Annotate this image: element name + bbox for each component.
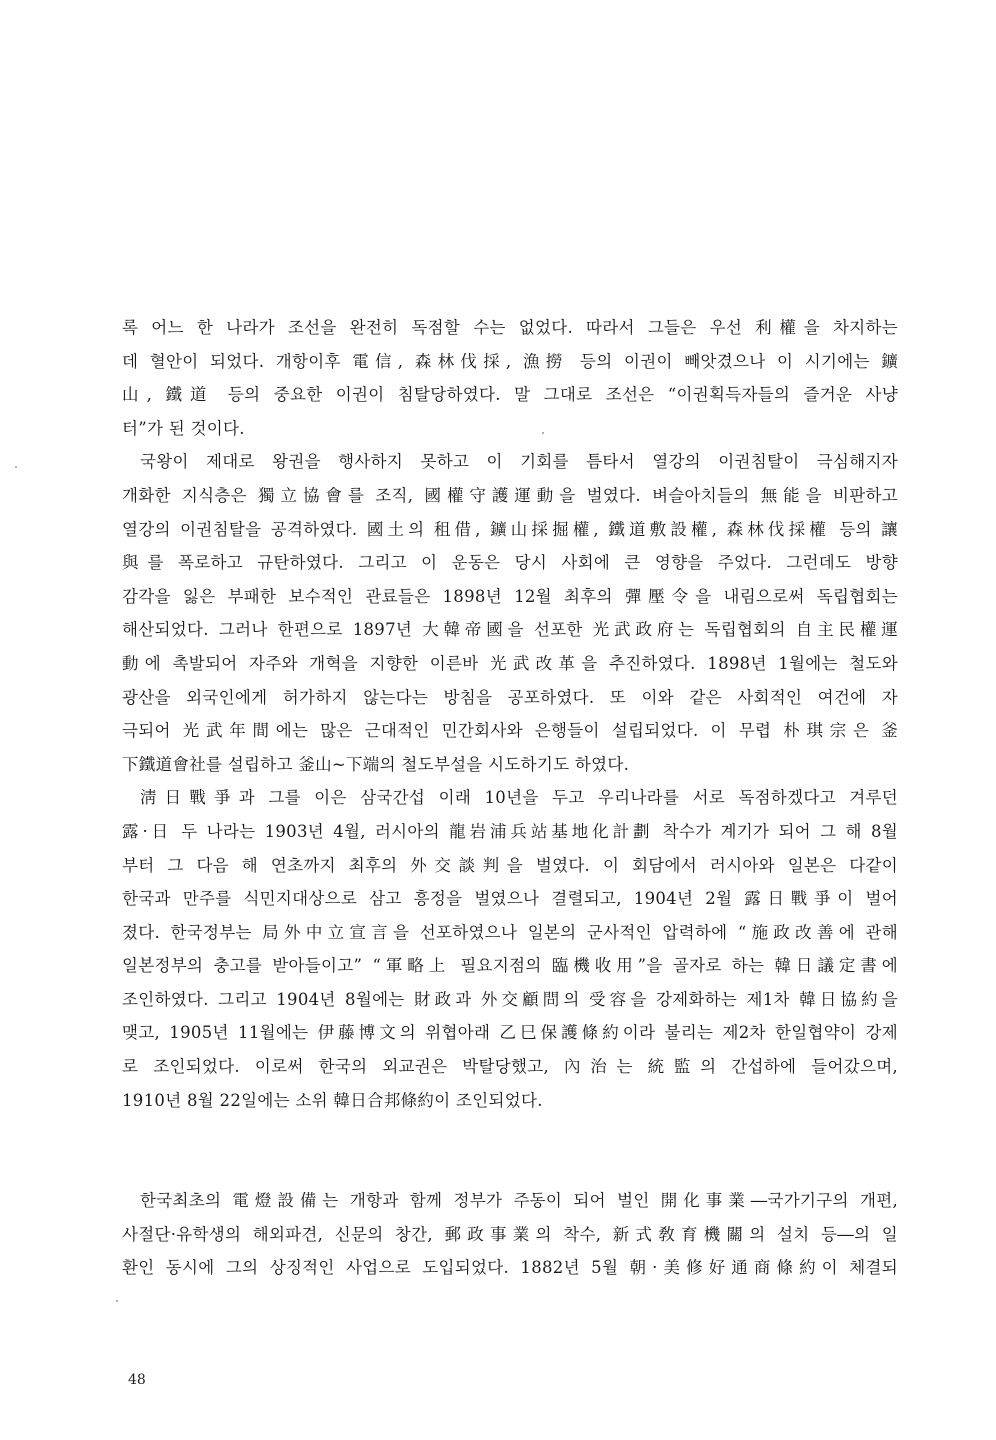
text-line: 山, 鐵道 등의 중요한 이권이 침탈당하였다. 말 그대로 조선은 “이권획득자들의 즐거운 사냥 bbox=[122, 385, 898, 405]
text-line: 열강의 이권침탈을 공격하였다. 國土의 租借, 鑛山採掘權, 鐵道敷設權, 森林伐採權 등의 讓 bbox=[122, 519, 898, 539]
text-line: 맺고, 1905년 11월에는 伊藤博文의 위협아래 乙巳保護條約이라 불리는 제2차 한일협약이 강제 bbox=[122, 1023, 898, 1043]
text-line: 환인 동시에 그의 상징적인 사업으로 도입되었다. 1882년 5월 朝·美修好通商條約이 체결되 bbox=[122, 1258, 898, 1278]
text-line: 록 어느 한 나라가 조선을 완전히 독점할 수는 없었다. 따라서 그들은 우선 利權을 차지하는 bbox=[122, 318, 898, 337]
text-line: 사절단·유학생의 해외파견, 신문의 창간, 郵政事業의 착수, 新式敎育機關의 설치 등―의 일 bbox=[122, 1224, 898, 1244]
scan-speck bbox=[116, 1300, 118, 1302]
text-line: 광산을 외국인에게 허가하지 않는다는 방침을 공포하였다. 또 이와 같은 사회적인 여건에 자 bbox=[122, 687, 898, 707]
text-line: 해산되었다. 그러나 한편으로 1897년 大韓帝國을 선포한 光武政府는 독립협회의 自主民權運 bbox=[122, 620, 898, 640]
text-line: 일본정부의 충고를 받아들이고” “軍略上 필요지점의 臨機收用”을 골자로 하는 韓日議定書에 bbox=[122, 956, 898, 976]
text-line: 극되어 光武年間에는 많은 근대적인 민간회사와 은행들이 설립되었다. 이 무렵 朴琪宗은 釜 bbox=[122, 721, 898, 741]
text-line: 淸日戰爭과 그를 이은 삼국간섭 이래 10년을 두고 우리나라를 서로 독점하겠다고 겨루던 bbox=[140, 788, 898, 808]
page-number: 48 bbox=[128, 1372, 146, 1388]
text-line: 下鐵道會社를 설립하고 釜山~下端의 철도부설을 시도하기도 하였다. bbox=[122, 754, 630, 774]
text-line: 與를 폭로하고 규탄하였다. 그리고 이 운동은 당시 사회에 큰 영향을 주었다. 그런데도 방향 bbox=[122, 553, 898, 573]
text-line: 개화한 지식층은 獨立協會를 조직, 國權守護運動을 벌였다. 벼슬아치들의 無能을 비판하고 bbox=[122, 485, 898, 505]
body-text bbox=[122, 1184, 898, 1285]
scan-speck bbox=[15, 466, 17, 468]
text-line: 졌다. 한국정부는 局外中立宣言을 선포하였으나 일본의 군사적인 압력하에 “施政改善에 관해 bbox=[122, 922, 898, 942]
text-line: 조인하였다. 그리고 1904년 8월에는 財政과 外交顧問의 受容을 강제화하는 제1차 韓日協約을 bbox=[122, 989, 898, 1009]
text-line: 露·日 두 나라는 1903년 4월, 러시아의 龍岩浦兵站基地化計劃 착수가 계기가 되어 그 해 8월 bbox=[122, 821, 898, 841]
text-line: 動에 촉발되어 자주와 개혁을 지향한 이른바 光武改革을 추진하였다. 1898년 1월에는 철도와 bbox=[122, 653, 898, 673]
text-line: 부터 그 다음 해 연초까지 최후의 外交談判을 벌였다. 이 회담에서 러시아와 일본은 다같이 bbox=[122, 855, 898, 875]
text-line: 한국최초의 電燈設備는 개항과 함께 정부가 주동이 되어 벌인 開化事業―국가기구의 개편, bbox=[140, 1191, 898, 1210]
text-line: 터”가 된 것이다. bbox=[122, 418, 245, 438]
text-line: 데 혈안이 되었다. 개항이후 電信, 森林伐採, 漁撈 등의 이권이 빼앗겼으나 이 시기에는 鑛 bbox=[122, 351, 898, 371]
text-line: 1910년 8월 22일에는 소위 韓日合邦條約이 조인되었다. bbox=[122, 1090, 543, 1110]
scan-speck bbox=[542, 432, 544, 434]
text-line: 한국과 만주를 식민지대상으로 삼고 흥정을 벌였으나 결렬되고, 1904년 2월 露日戰爭이 벌어 bbox=[122, 889, 898, 909]
text-line: 감각을 잃은 부패한 보수적인 관료들은 1898년 12월 최후의 彈壓令을 내림으로써 독립협회는 bbox=[122, 586, 898, 606]
text-line: 로 조인되었다. 이로써 한국의 외교권은 박탈당했고, 內治는 統監의 간섭하에 들어갔으며, bbox=[122, 1057, 898, 1077]
text-line: 국왕이 제대로 왕권을 행사하지 못하고 이 기회를 틈타서 열강의 이권침탈이 극심해지자 bbox=[140, 452, 898, 472]
body-text bbox=[122, 311, 898, 1117]
